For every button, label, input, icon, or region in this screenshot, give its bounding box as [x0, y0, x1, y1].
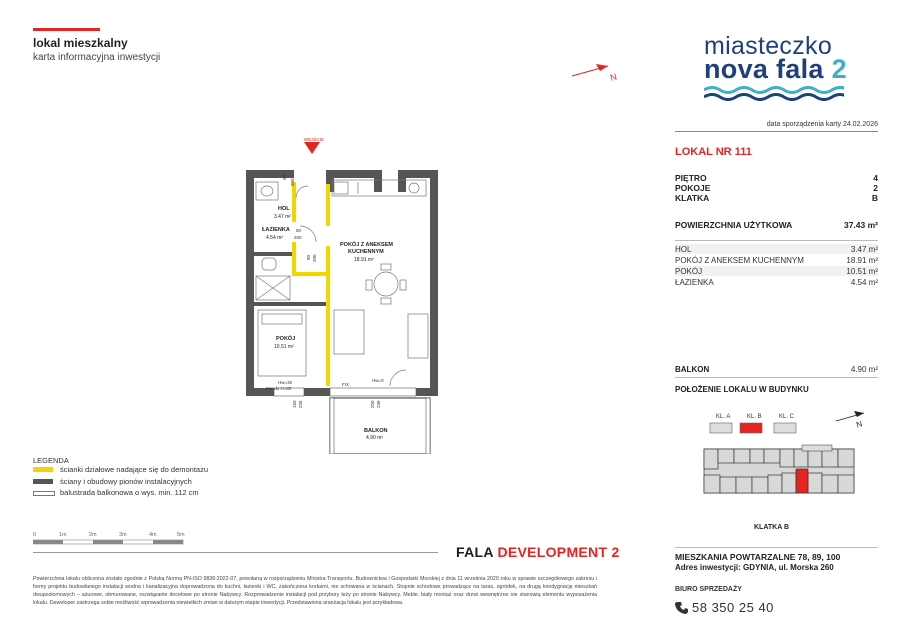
klatka-a-label: KL. A [716, 414, 731, 420]
room-value: 3.47 m² [850, 245, 878, 254]
legend-title: LEGENDA [33, 456, 69, 465]
scale-bar [33, 528, 193, 550]
dim-label: 90 [282, 174, 287, 180]
legend-item: ścianki działowe nadające się do demontażu [60, 465, 209, 474]
sales-phone[interactable]: 58 350 25 40 [692, 600, 774, 615]
developer-name-2: DEVELOPMENT 2 [497, 544, 620, 560]
phone-icon [675, 601, 688, 615]
room-label: POKÓJ [675, 267, 703, 276]
legend-swatch-balustrade [33, 491, 55, 496]
footer-disclaimer: Powierzchnia lokalu obliczona zostało zgodnie z Polską Normą PN-ISO 9836:2022-07, powołaną w rozporządzeniu Ministra Transportu, Budownictwa i Gospodarki Morskiej z dnia 11 września 2020 roku w sprawie szczegółowego zakresu i formy projektu budowlanego instalacji wodna i kanalizacyjna doprowadzona do kuchni, łazienki i WC, zakończona korkami, nie schowana w ścianach. Stopnie schodowe prowadzące na taras, ogródek, na drugą kondygnację mieszkań dwupoziomowych – ażurowe, obmurowane, rozwiązanie docelowe po stronie Nabywcy. Rozprowadzenie instalacji pod przybory leży po stronie Nabywcy. Meble, biały montaż oraz drzwi wewnętrzne nie stanowią elementu wyposażenia lokalu. Deweloper zastrzega sobie możliwość wprowadzenia niewielkich zmian w dalszym etapie inwestycji. Przedstawiona aranżacja lokalu jest przykładowa. [33, 576, 597, 606]
logo-line2-text: nova fala [704, 54, 824, 84]
dim-label: 150 [292, 400, 297, 408]
room-label: ŁAZIENKA [675, 278, 714, 287]
entry-arrow-icon [304, 142, 320, 154]
klatka-c-label: KL. C [779, 414, 795, 420]
detail-rooms-value: 2 [873, 183, 878, 193]
dim-label: 200 [312, 254, 317, 262]
dim-label: Hw=0 [372, 378, 384, 383]
room-label-lazienka: ŁAZIENKA [262, 227, 290, 233]
building-key-plan [696, 405, 878, 533]
detail-staircase-value: B [871, 193, 878, 203]
legend-swatch-yellow [33, 467, 53, 472]
logo-line1: miasteczko [704, 32, 833, 60]
dim-label: FIX [342, 382, 350, 387]
dim-label: FIX do H=80 [266, 386, 292, 391]
detail-rooms-label: POKOJE [675, 183, 711, 193]
legend-swatch-grey [33, 479, 53, 484]
room-area-balkon: 4.90 m² [366, 435, 383, 441]
total-area-value: 37.43 m² [843, 220, 878, 230]
key-plan-north-label: N [855, 419, 864, 430]
dim-label: 200 [290, 178, 295, 186]
room-value: 10.51 m² [846, 267, 878, 276]
header-accent-bar [33, 28, 100, 31]
scale-tick: 4m [149, 532, 157, 538]
location-title: POŁOŻENIE LOKALU W BUDYNKU [675, 385, 809, 394]
dim-label: 200 [294, 235, 302, 240]
creation-date: data sporządzenia karty 24.02.2026 [766, 121, 878, 128]
room-label: HOL [675, 245, 692, 254]
balcony-label: BALKON [675, 365, 710, 374]
logo-waves-icon [704, 86, 844, 102]
dim-label: 80 [306, 254, 311, 260]
unit-number: LOKAL NR 111 [675, 146, 752, 158]
dim-label: 236 [376, 400, 381, 408]
room-label-balkon: BALKON [364, 428, 388, 434]
room-area-hol: 3.47 m² [274, 214, 291, 220]
logo-line2-number: 2 [831, 54, 847, 84]
investment-address: Adres inwestycji: GDYNIA, ul. Morska 260 [675, 563, 834, 572]
divider [33, 552, 438, 553]
detail-floor-value: 4 [873, 173, 878, 183]
balcony-value: 4.90 m² [850, 365, 878, 374]
room-value: 18.91 m² [846, 256, 878, 265]
room-label-pokoj-aneks-2: KUCHENNYM [348, 249, 384, 255]
dim-label: 250 [370, 400, 375, 408]
room-label-hol: HOL [278, 206, 290, 212]
room-area-pokoj: 10.51 m² [274, 344, 294, 350]
north-label: N [609, 71, 618, 83]
page-title: lokal mieszkalny [33, 36, 128, 50]
room-area-lazienka: 4.54 m² [266, 235, 283, 241]
room-label-pokoj-aneks: POKÓJ Z ANEKSEM [340, 242, 393, 248]
room-label: POKÓJ Z ANEKSEM KUCHENNYM [675, 256, 804, 265]
sales-office-label: BIURO SPRZEDAŻY [675, 586, 742, 593]
dim-label: 80 [296, 228, 302, 233]
detail-floor-label: PIĘTRO [675, 173, 707, 183]
room-label-pokoj: POKÓJ [276, 336, 296, 342]
room-value: 4.54 m² [850, 278, 878, 287]
floor-plan [238, 134, 438, 454]
north-arrow-icon [568, 58, 628, 84]
developer-name-1: FALA [456, 544, 494, 560]
divider [675, 131, 878, 132]
total-area-label: POWIERZCHNIA UŻYTKOWA [675, 220, 793, 230]
detail-staircase-label: KLATKA [675, 193, 710, 203]
repeat-units: MIESZKANIA POWTARZALNE 78, 89, 100 [675, 552, 841, 562]
dim-label: Hw=30 [278, 380, 293, 385]
divider [675, 240, 878, 241]
klatka-caption: KLATKA B [754, 524, 789, 531]
legend-item: balustrada balkonowa o wys. min. 112 cm [60, 488, 199, 497]
divider [675, 547, 878, 548]
entry-label: WEJŚCIE [304, 137, 325, 142]
dim-label: 226 [298, 400, 303, 408]
klatka-b-label: KL. B [747, 414, 762, 420]
scale-tick: 0 [33, 532, 37, 538]
developer-logo [456, 544, 620, 560]
page-subtitle: karta informacyjna inwestycji [33, 52, 161, 63]
legend-item: ściany i obudowy pionów instalacyjnych [60, 477, 192, 486]
scale-tick: 2m [89, 532, 97, 538]
scale-tick: 5m [177, 532, 185, 538]
logo-line2 [704, 54, 847, 85]
room-area-pokoj-aneks: 18.91 m² [354, 257, 374, 263]
divider [675, 377, 878, 378]
scale-tick: 3m [119, 532, 127, 538]
scale-tick: 1m [59, 532, 67, 538]
